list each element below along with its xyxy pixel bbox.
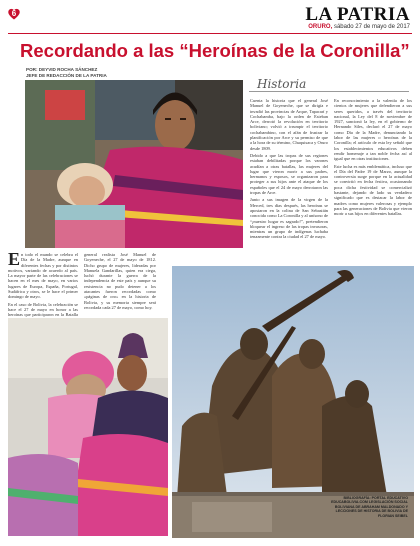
page-number-badge	[7, 7, 21, 21]
page-number: 6	[11, 9, 17, 18]
byline-author: POR: DEYVID ROCHA SÁNCHEZ	[26, 67, 98, 72]
section-label	[249, 77, 309, 93]
section-label-rule	[249, 91, 409, 92]
paragraph: En el caso de Bolivia, la celebración se hace el 27 de mayo en honor a las heroínas que participaron en la Batalla	[8, 301, 78, 318]
section-label-text: Historia	[257, 77, 307, 91]
paragraph: Cuenta la historia que el general José Manuel de Goyeneche, que se dirigía e invadió las provincias de Arque, Tapacarí y Cochabamba, bajo la orden de Esteban Arce, derrotó la revolución en territorio boliviano; volvió a irrumpir el territorio cochabambino, con el afán de frustrar la planificación por Arce y su permiso de que a la hora de su término, Chuquisaca y Oruro desde 1809.	[250, 98, 328, 151]
dateline	[308, 24, 410, 30]
bibliography-credit: BIBLIOGRAFÍA: PORTAL EDUCATIVO EDUCABOLIVIA.COM LEGISLACIÓN SOCIAL BOLIVIANA DE ABRAHAM MALDONADO Y LECCIONES DE HISTORIA DE BOLIVIA DE FLORIAN SEIBEL	[331, 496, 408, 518]
paragraph: general realista José Manuel de Goyeneche, el 27 de mayo de 1812. Dicho grupo de mujeres, lideradas por Manuela Gandarillas, quien era ciega, luchó durante la guerra de la independencia de este país y aunque su resistencia no pudo detener a los atacantes fueron recordadas como «páginas de oro» en la historia de Bolivia, y su memoria siempre será recordada cada 27 de mayo, como hoy.	[84, 252, 156, 310]
paragraph: n todo el mundo se celebra el Día de la Madre, aunque en diferentes fechas y por distintos motivos, variando de acuerdo al país. La mayor parte de las celebraciones se hacen en el mes de mayo, en varios lugares de Europa, España, Portugal, Sudáfrica y otros, se le hace el primer domingo de mayo.	[8, 252, 78, 300]
masthead: LA PATRIA	[305, 4, 410, 25]
byline	[26, 67, 107, 79]
dateline-date: sábado 27 de mayo de 2017	[333, 24, 410, 30]
paragraph: Debido a que las tropas de sus regiones estaban debilitadas porque los varones acudían a otras batallas, las mujeres del lugar que vieron morir a sus padres, hermanos y esposos, se organizaron para proteger a sus hijos ante el ataque de los españoles que el 24 de mayo derrotaron las tropas de Arce.	[250, 152, 328, 196]
paragraph: En reconocimiento a la valentía de los cientos de mujeres que defendieron a sus seres queridos, a través del territorio nacional, la Ley del 8 de noviembre de 1927, sancionó la ley, en el gobierno de Hernando Siles, declaró el 27 de mayo como Día de la Madre, denunciando la labor de las mujeres o heroínas de la Coronilla; el artículo de esta ley señaló que los establecimientos educativos deben rendir homenaje a tan noble fecha así al igual que en otras instituciones.	[334, 98, 412, 162]
header-rule	[8, 33, 412, 34]
headline: Recordando a las “Heroínas de la Coronilla”	[20, 40, 410, 61]
dateline-city: ORURO,	[308, 24, 333, 30]
woman-with-child-photo	[8, 318, 168, 536]
paragraph: Junto a sus imagen de la virgen de la Merced, tres días después, las heroínas se apostaron en la colina de San Sebastián conocida como La Coronilla y al unísono de “¡nuestro hogar es sagrado!”, pretendieron bloquear el ingreso de las tropas invasoras, mientras un grupo de indígenas luchaba tenazmente contra la ciudad el 27 de mayo.	[250, 197, 328, 240]
drop-cap: E	[8, 249, 21, 269]
woman-with-baby-photo	[25, 80, 243, 248]
article-column-4	[334, 98, 412, 266]
article-column-2	[84, 252, 156, 318]
byline-role: JEFE DE REDACCIÓN DE LA PATRIA	[26, 73, 107, 78]
article-column-3	[250, 98, 328, 266]
paragraph: Este lucha es más emblemática, incluso que el Día del Padre 19 de Marzo, aunque la controversia surge porque en la actualidad se convirtió en fecha festiva, ocasionando poca dicha festividad se comercializó bastante, dejando de lado su verdadero significado que es destacar la labor de madres como mujeres valerosas y ejemplo para las generaciones de Bolivia que vieron morir a sus hijos en diferentes batallas.	[334, 163, 412, 217]
